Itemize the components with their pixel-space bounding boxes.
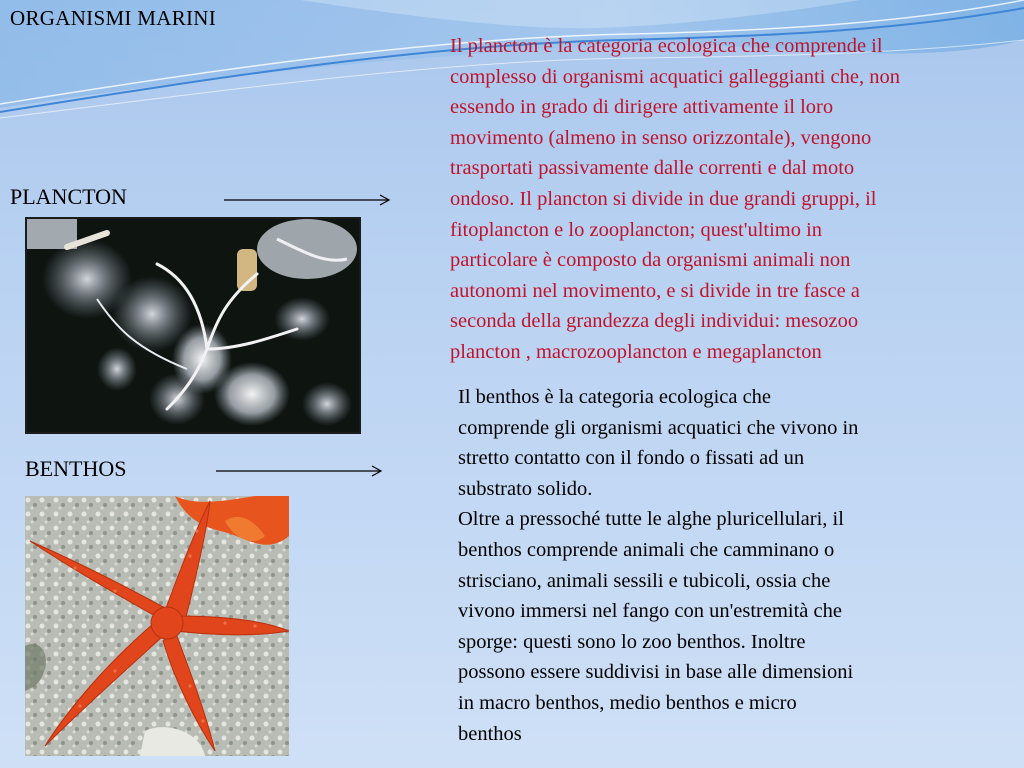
benthos-description-line: possono essere suddivisi in base alle dimensioni [458,661,854,684]
plancton-description-line: movimento (almeno in senso orizzontale), vengono [450,126,872,149]
plancton-description-line: autonomi nel movimento, e si divide in tre fasce a [450,279,860,302]
benthos-description-line: comprende gli organismi acquatici che vivono in [458,416,859,439]
benthos-description-line: Il benthos è la categoria ecologica che [458,386,772,408]
slide-title: ORGANISMI MARINI [10,6,217,30]
plancton-description-line: trasportati passivamente dalle correnti e dal moto [450,157,855,180]
plancton-description [450,31,1010,368]
benthos-description-line: stretto contatto con il fondo o fissati ad un [458,447,805,470]
plankton-photo [25,217,361,434]
plancton-label: PLANCTON [10,184,127,209]
starfish-photo [25,496,289,756]
plancton-description-line: essendo in grado di dirigere attivamente il loro [450,96,834,119]
plankton-illustration [27,219,359,432]
starfish-illustration [25,496,289,756]
plancton-description-line: seconda della grandezza degli individui: mesozoo [450,310,859,333]
benthos-description-line: sporge: questi sono lo zoo benthos. Inoltre [458,630,806,653]
benthos-description-line: vivono immersi nel fango con un'estremità che [458,600,842,623]
benthos-arrow-icon [216,463,384,479]
plancton-description-line: Il plancton è la categoria ecologica che comprende il [450,35,883,57]
plancton-description-line: particolare è composto da organismi animali non [450,249,851,272]
plancton-arrow-icon [224,192,392,208]
benthos-description-line: benthos [458,722,522,745]
benthos-label: BENTHOS [25,456,127,481]
plancton-description-line: fitoplancton e lo zooplancton; quest'ultimo in [450,218,823,241]
plancton-description-line: plancton , macrozooplancton e megaplancton [450,340,822,363]
benthos-description-line: strisciano, animali sessili e tubicoli, ossia che [458,569,831,592]
benthos-description-line: benthos comprende animali che camminano o [458,538,835,561]
plancton-description-line: complesso di organismi acquatici galleggianti che, non [450,65,900,88]
benthos-description-line: substrato solido. [458,477,593,500]
benthos-description [458,382,958,749]
benthos-description-line: Oltre a pressoché tutte le alghe pluricellulari, il [458,508,844,531]
benthos-description-line: in macro benthos, medio benthos e micro [458,691,797,714]
plancton-description-line: ondoso. Il plancton si divide in due grandi gruppi, il [450,187,877,210]
